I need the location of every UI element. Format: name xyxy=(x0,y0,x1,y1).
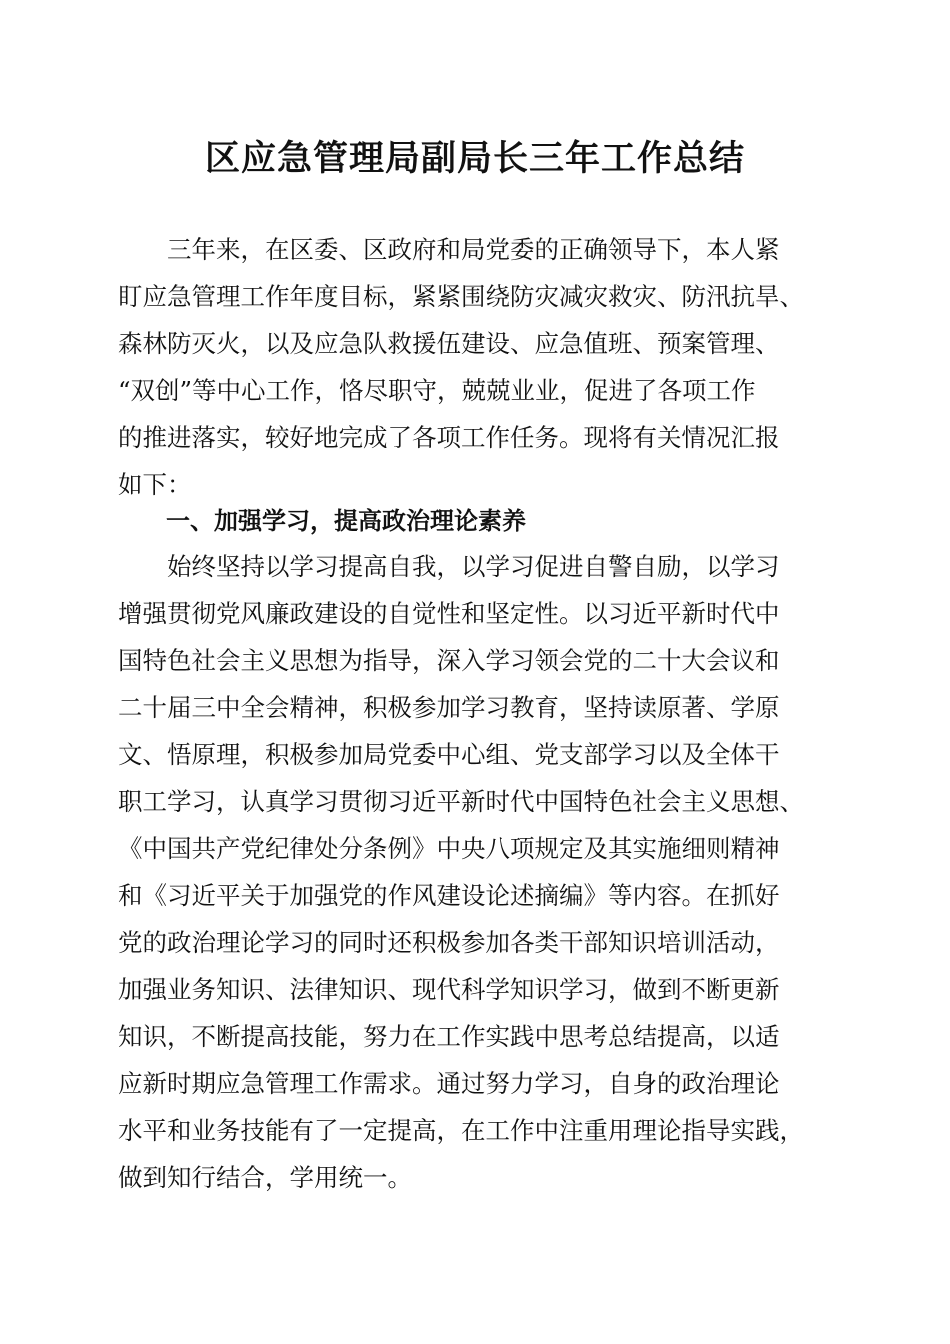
paragraph-line: 三年来，在区委、区政府和局党委的正确领导下，本人紧 xyxy=(118,235,780,264)
paragraph-line: 加强业务知识、法律知识、现代科学知识学习，做到不断更新 xyxy=(118,975,780,1004)
paragraph-line: 职工学习，认真学习贯彻习近平新时代中国特色社会主义思想、 xyxy=(118,787,804,816)
paragraph-line: “双创”等中心工作，恪尽职守，兢兢业业，促进了各项工作 xyxy=(118,376,756,405)
paragraph-line: 始终坚持以学习提高自我，以学习促进自警自励，以学习 xyxy=(118,552,780,581)
paragraph-line: 文、悟原理，积极参加局党委中心组、党支部学习以及全体干 xyxy=(118,740,780,769)
paragraph-line: 国特色社会主义思想为指导，深入学习领会党的二十大会议和 xyxy=(118,646,780,675)
paragraph-line: 的推进落实，较好地完成了各项工作任务。现将有关情况汇报 xyxy=(118,423,780,452)
paragraph-line: 森林防灭火，以及应急队救援伍建设、应急值班、预案管理、 xyxy=(118,329,780,358)
paragraph-line: 党的政治理论学习的同时还积极参加各类干部知识培训活动， xyxy=(118,928,780,957)
paragraph-line: 知识，不断提高技能，努力在工作实践中思考总结提高，以适 xyxy=(118,1022,780,1051)
paragraph-line: 和《习近平关于加强党的作风建设论述摘编》等内容。在抓好 xyxy=(118,881,780,910)
paragraph-line: 盯应急管理工作年度目标，紧紧围绕防灾减灾救灾、防汛抗旱、 xyxy=(118,282,804,311)
paragraph-line: 《中国共产党纪律处分条例》中央八项规定及其实施细则精神 xyxy=(118,834,780,863)
document-title: 区应急管理局副局长三年工作总结 xyxy=(204,138,745,179)
paragraph-line: 做到知行结合，学用统一。 xyxy=(118,1163,412,1192)
paragraph-line: 应新时期应急管理工作需求。通过努力学习，自身的政治理论 xyxy=(118,1069,780,1098)
section-heading: 一、加强学习，提高政治理论素养 xyxy=(118,507,526,535)
paragraph-line: 如下： xyxy=(118,470,192,499)
paragraph-line: 增强贯彻党风廉政建设的自觉性和坚定性。以习近平新时代中 xyxy=(118,599,780,628)
paragraph-line: 水平和业务技能有了一定提高，在工作中注重用理论指导实践， xyxy=(118,1116,804,1145)
paragraph-line: 二十届三中全会精神，积极参加学习教育，坚持读原著、学原 xyxy=(118,693,780,722)
